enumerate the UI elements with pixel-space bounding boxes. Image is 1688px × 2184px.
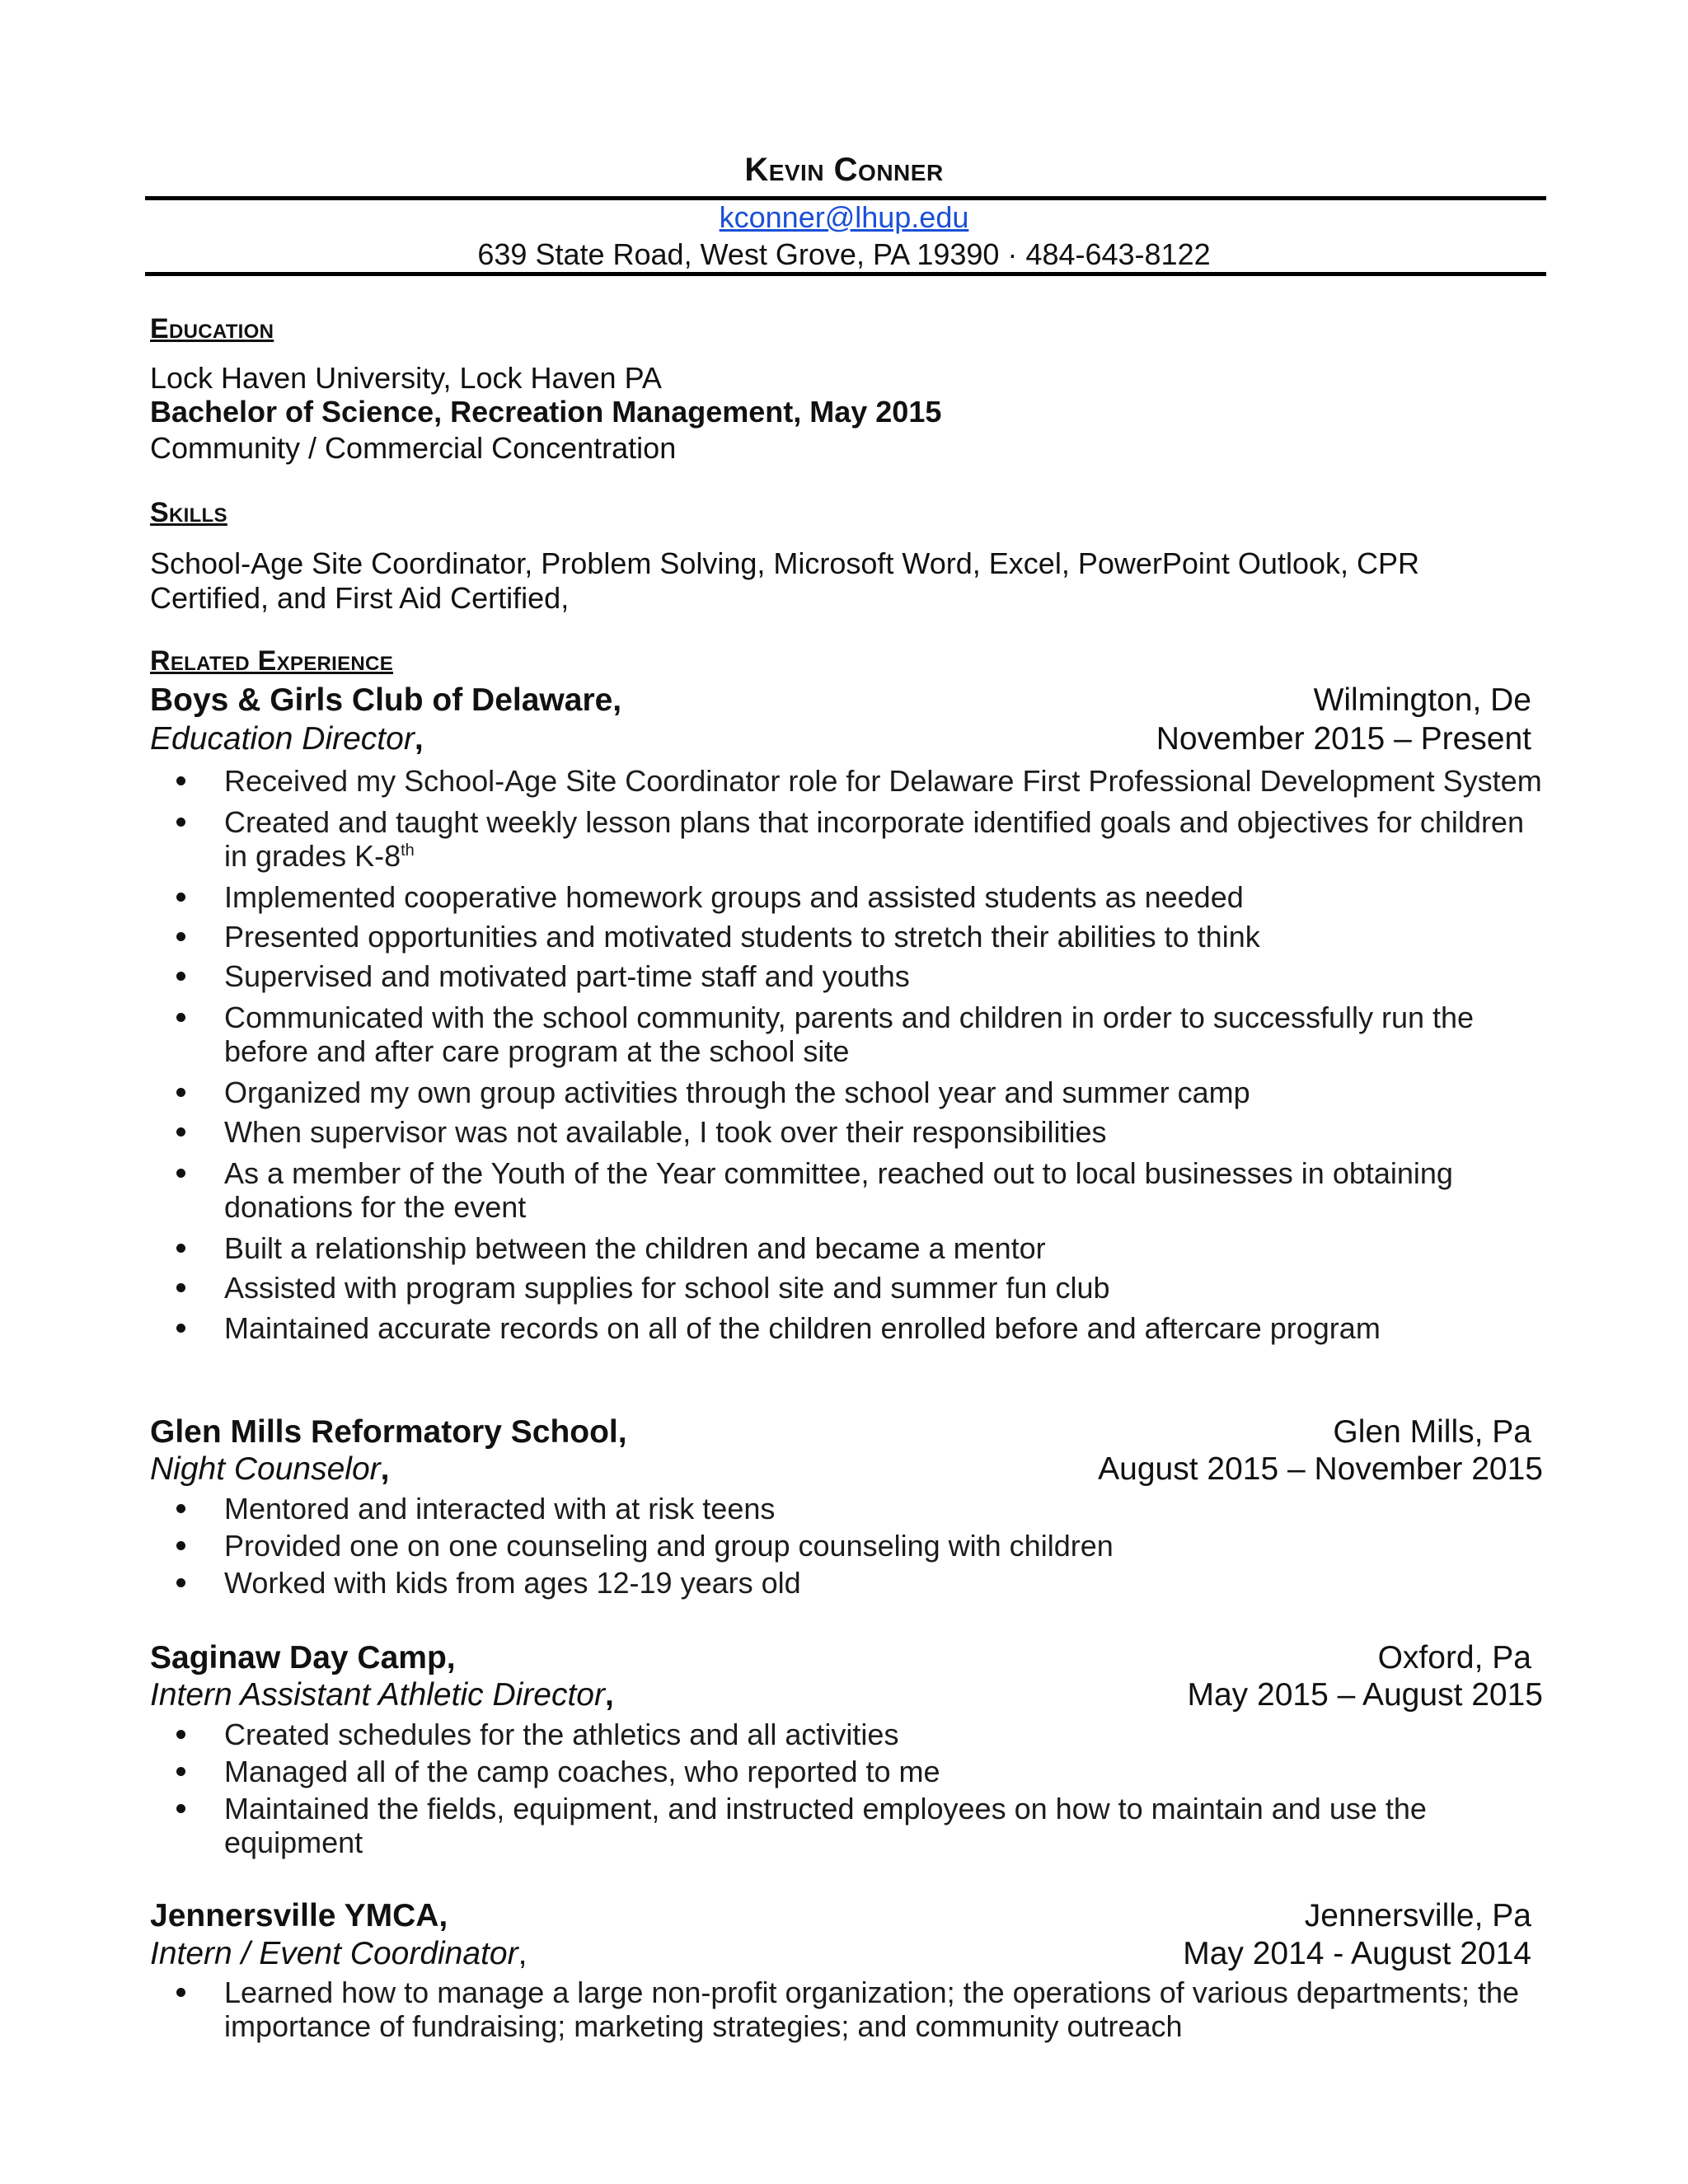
education-concentration: Community / Commercial Concentration [150,431,677,465]
job-org: Saginaw Day Camp, [150,1640,456,1675]
job-header-glen-mills [150,1413,1531,1452]
education-degree: Bachelor of Science, Recreation Management, May 2015 [150,395,942,429]
job-title: Intern Assistant Athletic Director [150,1677,605,1713]
list-item: Worked with kids from ages 12-19 years old [150,1566,1551,1600]
job-title: Education Director [150,721,415,757]
job-title: Night Counselor [150,1451,381,1487]
email-link[interactable]: kconner@lhup.edu [719,200,969,234]
job-dates: November 2015 – Present [1156,721,1531,757]
experience-heading: Related Experience [150,645,393,677]
job-title: Intern / Event Coordinator [150,1936,518,1971]
job-subheader-saginaw: Intern Assistant Athletic Director, May 2015 – August 2015 [150,1675,1543,1715]
list-item: Maintained the fields, equipment, and instructed employees on how to maintain and use the equipment [150,1792,1551,1859]
skills-line-1: School-Age Site Coordinator, Problem Solving, Microsoft Word, Excel, PowerPoint Outlook, CPR [150,546,1420,580]
contact-address: 639 State Road, West Grove, PA 19390 · 484-643-8122 [477,237,1211,271]
job-dates: August 2015 – November 2015 [1098,1451,1543,1487]
job-location: Glen Mills, Pa [1333,1414,1531,1450]
job-bullets-glen-mills [150,1492,1551,1600]
job-org: Glen Mills Reformatory School, [150,1414,627,1450]
skills-heading: Skills [150,497,227,528]
job-subheader-jennersville: Intern / Event Coordinator, May 2014 - August 2014 [150,1934,1531,1974]
list-item: Managed all of the camp coaches, who reported to me [150,1755,1551,1788]
job-org: Boys & Girls Club of Delaware, [150,682,622,718]
list-item: Built a relationship between the children and became a mentor [150,1231,1551,1265]
job-subheader-boys-girls-club: Education Director, November 2015 – Present [150,719,1531,759]
list-item: Created schedules for the athletics and all activities [150,1718,1551,1751]
job-location: Oxford, Pa [1377,1640,1531,1675]
job-bullets-jennersville [150,1975,1551,2043]
education-heading: Education [150,313,274,344]
list-item [150,805,1551,873]
job-location: Wilmington, De [1313,682,1531,718]
list-item: Assisted with program supplies for school site and summer fun club [150,1271,1551,1305]
job-header-saginaw [150,1638,1531,1678]
job-header-jennersville [150,1896,1531,1936]
list-item: Learned how to manage a large non-profit organization; the operations of various departments; the importance of fundraising; marketing strategies; and community outreach [150,1975,1551,2043]
skills-line-2: Certified, and First Aid Certified, [150,581,570,615]
list-item: Received my School-Age Site Coordinator role for Delaware First Professional Development System [150,764,1551,798]
job-location: Jennersville, Pa [1304,1898,1531,1933]
list-item: Organized my own group activities through the school year and summer camp [150,1076,1551,1109]
list-item: When supervisor was not available, I took over their responsibilities [150,1115,1551,1149]
list-item: Mentored and interacted with at risk teens [150,1492,1551,1526]
list-item: Communicated with the school community, parents and children in order to successfully run the before and after care program at the school site [150,1001,1551,1068]
job-dates: May 2015 – August 2015 [1187,1677,1543,1713]
job-dates: May 2014 - August 2014 [1183,1936,1531,1971]
job-bullets-boys-girls-club [150,764,1551,1345]
list-item: Provided one on one counseling and group counseling with children [150,1529,1551,1563]
list-item: Presented opportunities and motivated students to stretch their abilities to think [150,920,1551,954]
list-item: Implemented cooperative homework groups and assisted students as needed [150,880,1551,914]
list-item: Supervised and motivated part-time staff and youths [150,959,1551,993]
header-rule-bottom [145,272,1546,276]
job-header-boys-girls-club [150,681,1531,720]
bullet-text: Created and taught weekly lesson plans that incorporate identified goals and objectives for children in grades K-8 [224,805,1524,873]
list-item: Maintained accurate records on all of the children enrolled before and aftercare program [150,1311,1551,1345]
job-org: Jennersville YMCA, [150,1898,448,1933]
list-item: As a member of the Youth of the Year committee, reached out to local businesses in obtaining donations for the event [150,1156,1551,1224]
job-bullets-saginaw [150,1718,1551,1859]
education-school: Lock Haven University, Lock Haven PA [150,361,662,395]
superscript: th [401,841,415,860]
candidate-name: Kevin Conner [744,152,944,188]
job-subheader-glen-mills: Night Counselor, August 2015 – November 2015 [150,1450,1543,1489]
